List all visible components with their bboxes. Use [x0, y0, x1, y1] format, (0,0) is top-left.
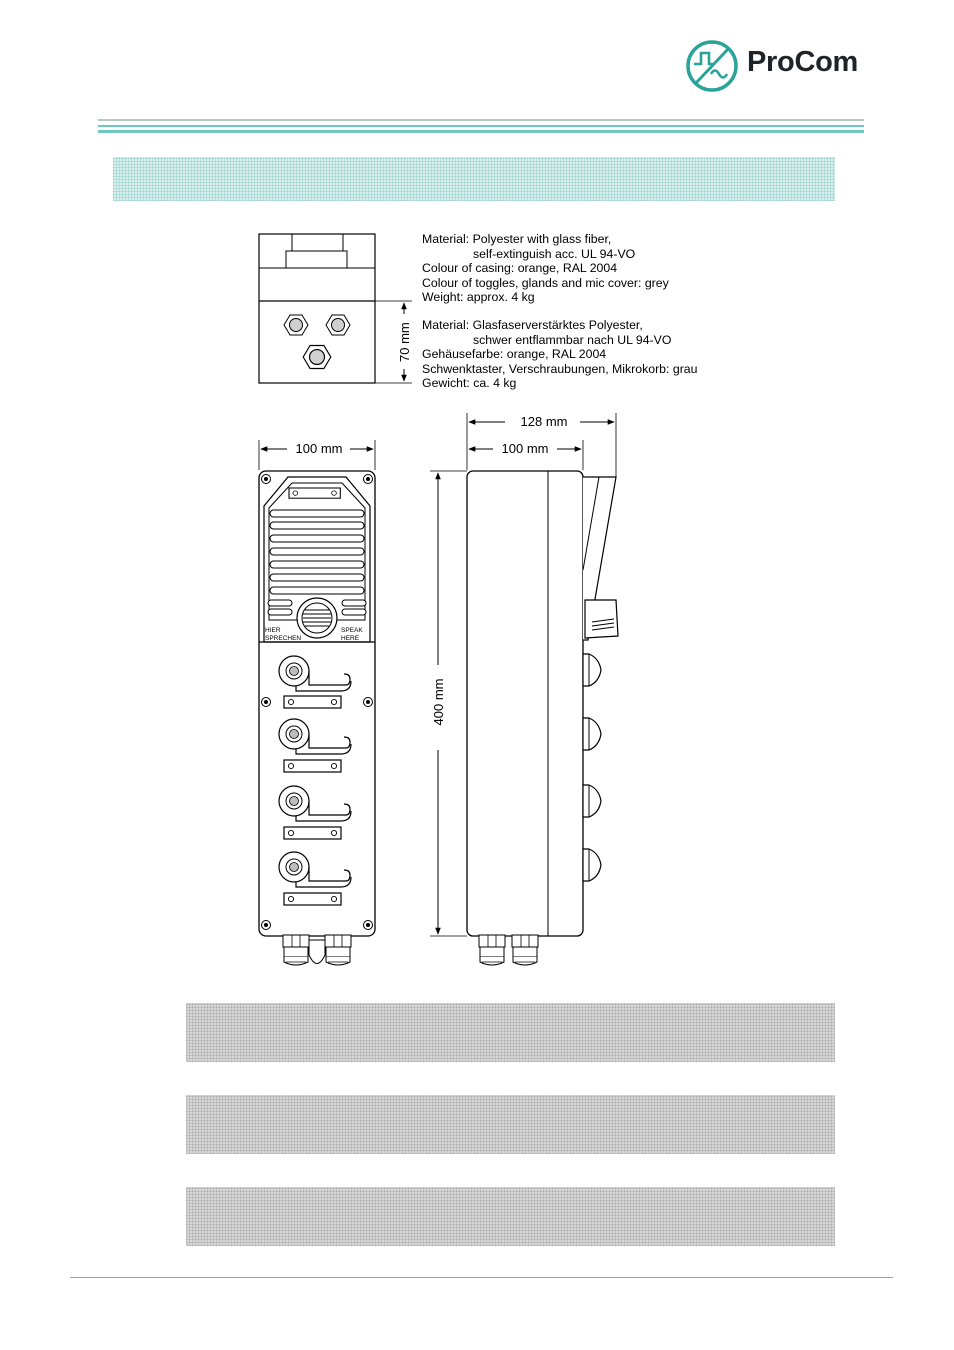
top-view — [259, 234, 412, 383]
spec-value: schwer entflammbar nach UL 94-VO — [473, 332, 672, 347]
spec-label: Gehäusefarbe: — [422, 347, 504, 362]
spec-label: Weight: — [422, 290, 464, 305]
spec-label: Material: — [422, 232, 470, 246]
dim-top-height: 70 mm — [397, 322, 412, 362]
label-hier: HIER — [265, 627, 281, 634]
side-view — [430, 413, 618, 965]
label-speak: SPEAK — [341, 627, 363, 634]
spec-value: self-extinguish acc. UL 94-VO — [473, 246, 636, 261]
content-band-2 — [186, 1095, 835, 1154]
spec-label: Material: — [422, 318, 470, 332]
spec-value: orange, RAL 2004 — [506, 347, 607, 362]
content-band-1 — [186, 1003, 835, 1062]
spec-value: Glasfaserverstärktes Polyester, — [472, 318, 643, 332]
dim-side-width: 100 mm — [501, 441, 549, 456]
label-here: HERE — [341, 635, 360, 642]
spec-label: Colour of casing: — [422, 261, 515, 276]
spec-value: approx. 4 kg — [466, 290, 535, 305]
spec-label: Schwenktaster, Verschraubungen, Mikrokorb: — [422, 361, 670, 376]
dim-front-width: 100 mm — [295, 441, 343, 456]
spec-value: grau — [672, 361, 698, 376]
front-view — [259, 440, 375, 965]
spec-value: Polyester with glass fiber, — [472, 232, 612, 246]
spec-value: ca. 4 kg — [473, 376, 517, 391]
brand-name: ProCom — [747, 46, 858, 78]
footer-rule — [70, 1277, 893, 1278]
spec-label: Colour of toggles, glands and mic cover: — [422, 275, 642, 290]
dim-height: 400 mm — [431, 678, 446, 726]
label-sprechen: SPRECHEN — [265, 635, 302, 642]
content-band-3 — [186, 1187, 835, 1246]
spec-value: orange, RAL 2004 — [517, 261, 618, 276]
dim-side-total: 128 mm — [520, 414, 568, 429]
spec-value: grey — [644, 275, 669, 290]
spec-label: Gewicht: — [422, 376, 470, 391]
